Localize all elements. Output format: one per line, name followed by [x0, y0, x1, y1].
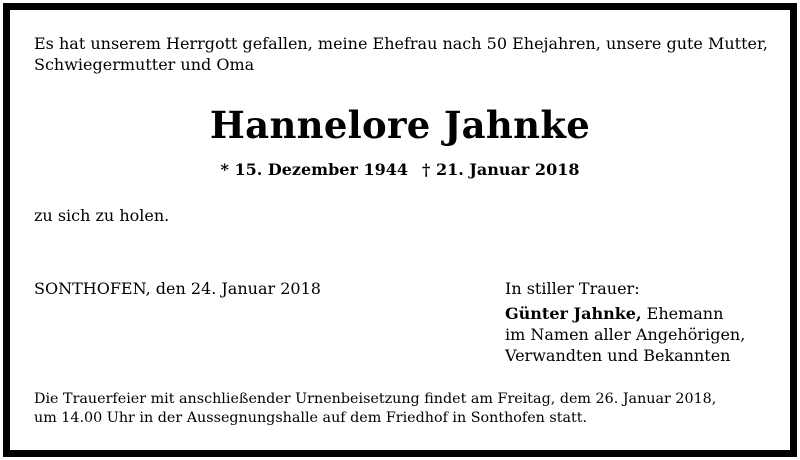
- mourner-line-1: [505, 303, 785, 324]
- birth-date: * 15. Dezember 1944: [220, 160, 409, 179]
- life-dates: [10, 159, 790, 181]
- mourner-relation: Ehemann: [641, 304, 724, 323]
- death-date: † 21. Januar 2018: [422, 160, 580, 179]
- mourners-block: [505, 278, 785, 366]
- service-line-2: um 14.00 Uhr in der Aussegnungshalle auf dem Friedhof in Sonthofen statt.: [34, 410, 588, 426]
- mourner-name: Günter Jahnke,: [505, 304, 642, 323]
- mourner-lines: [505, 303, 785, 366]
- obituary-notice: [3, 3, 797, 457]
- service-line-1: Die Trauerfeier mit anschließender Urnenbeisetzung findet am Freitag, dem 26. Januar 2018,: [34, 391, 717, 407]
- mourner-line-2: im Namen aller Angehörigen,: [505, 325, 746, 344]
- intro-text: Es hat unserem Herrgott gefallen, meine Ehefrau nach 50 Ehejahren, unsere gute Mutter, Schwiegermutter und Oma: [34, 34, 768, 74]
- funeral-service-text: [34, 390, 779, 428]
- mourning-lead: In stiller Trauer:: [505, 279, 640, 298]
- place-and-date: SONTHOFEN, den 24. Januar 2018: [34, 279, 321, 298]
- deceased-name: Hannelore Jahnke: [209, 103, 591, 147]
- outro-text: zu sich zu holen.: [34, 206, 170, 225]
- mourner-line-3: Verwandten und Bekannten: [505, 346, 731, 365]
